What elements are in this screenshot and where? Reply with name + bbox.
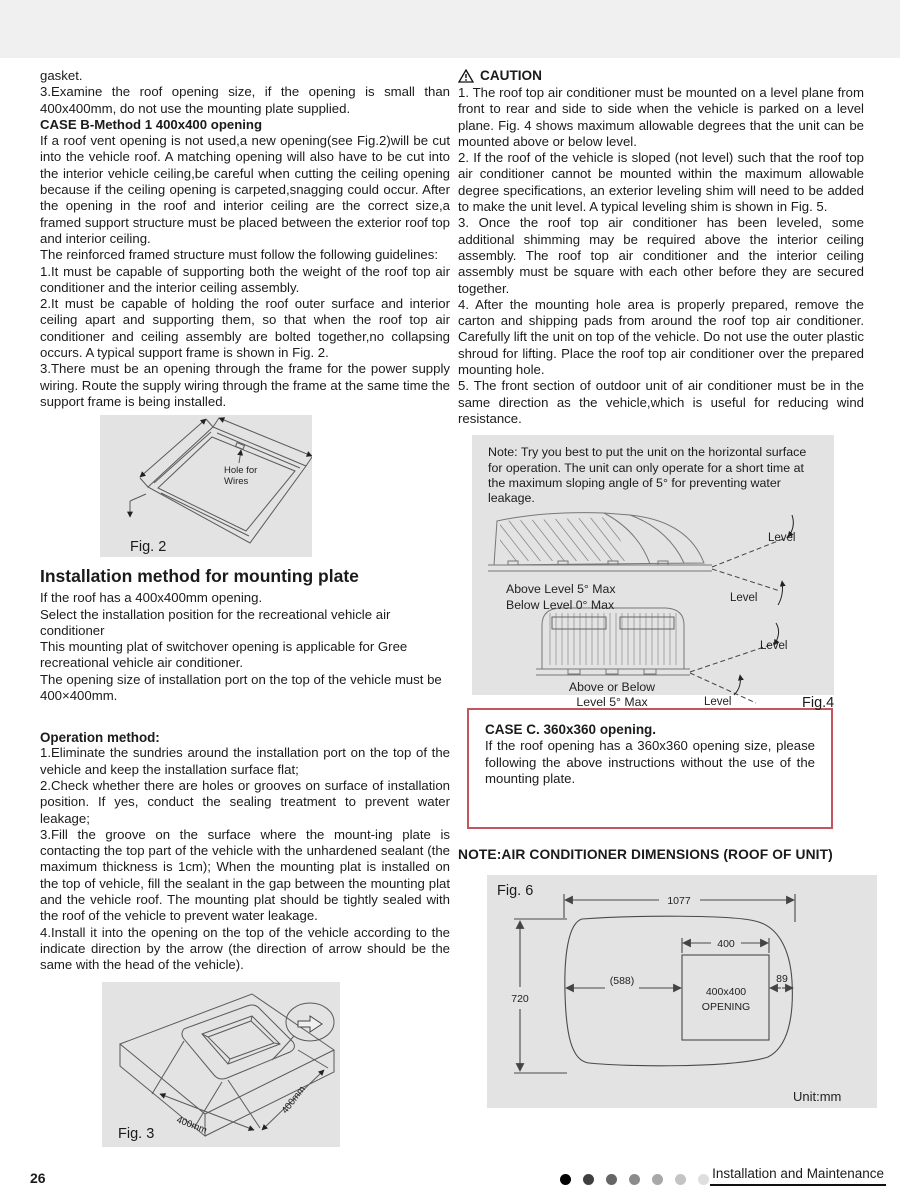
install-para-4: The opening size of installation port on the top of the vehicle must be 400×400mm. (40, 671, 442, 704)
footer-section-title: Installation and Maintenance (710, 1166, 886, 1186)
figure-4-drawing (472, 507, 834, 711)
fig6-dim-720: 720 (511, 993, 529, 1006)
figure-3 (102, 982, 340, 1147)
caution-item-3: 3. Once the roof top air conditioner has been leveled, some additional shimming may be required above the interior ceiling assembly. The roof top air conditioner and the interior ceiling assembly must be square with each other before they are secured together. (458, 215, 864, 296)
fig6-unit-label: Unit:mm (793, 1089, 842, 1105)
fig4-above-level-label: Above Level 5° Max (506, 581, 616, 596)
caution-heading-label: CAUTION (480, 68, 542, 83)
fig6-opening-label-2: OPENING (701, 1001, 751, 1014)
fig6-opening-label-1: 400x400 (705, 986, 747, 999)
right-column (458, 68, 864, 1108)
footer-dot (652, 1174, 663, 1185)
paragraph-gasket: gasket. (40, 68, 83, 83)
case-c-heading: CASE C. 360x360 opening. (485, 722, 657, 738)
operation-item-3: 3.Fill the groove on the surface where the mount-ing plate is contacting the top part of the vehicle with the unhardened sealant (the maximum thickness is 1cm); When the mounting plat is installed on the top of vehicle, fill the sealant in the gap between the mounting plat and the vehicle roof. The mounting plat should be tightly sealed with the roof of the vehicle to prevent water leakage. (40, 826, 450, 924)
case-c-body: If the roof opening has a 360x360 opening size, please following the above instructions without the use of the mounting plate. (485, 738, 815, 786)
footer-progress-dots (560, 1174, 709, 1185)
case-b-body: If a roof vent opening is not used,a new opening(see Fig.2)will be cut into the vehicle roof. A matching opening will also have to be cut into the interior vehicle ceiling,be careful when cutting the ceiling opening because if the ceiling opening is carpeted,snagging could occur. After the opening in the roof and interior ceiling are the correct size,a framed support structure must be placed between the exterior roof top and interior ceiling. (40, 133, 450, 246)
operation-method-heading: Operation method: (40, 730, 160, 746)
fig4-note: Note: Try you best to put the unit on the horizontal surface for operation. The unit can only operate for a short time at the maximum sloping angle of 5° for preventing water leakage. (488, 445, 807, 506)
installation-method-heading: Installation method for mounting plate (40, 566, 359, 587)
install-para-3: This mounting plat of switchover opening is applicable for Gree recreational vehicle air conditioner. (40, 639, 408, 671)
operation-item-1: 1.Eliminate the sundries around the installation port on the top of the vehicle and keep the installation surface flat; (40, 745, 450, 777)
footer-dot (629, 1174, 640, 1185)
paragraph-examine: 3.Examine the roof opening size, if the opening is small than 400x400mm, do not use the mounting plate supplied. (40, 84, 450, 116)
fig4-level-label-1: Level (768, 531, 796, 544)
fig4-level-label-2: Level (730, 591, 758, 604)
operation-item-4: 4.Install it into the opening on the top of the vehicle according to the indicate direction by the arrow (the direction of arrow should be the same with the head of the vehicle). (40, 924, 450, 973)
footer-dot (675, 1174, 686, 1185)
fig3-dim-400mm-1: 400mm (174, 1115, 209, 1137)
fig6-dim-588: (588) (609, 975, 635, 988)
caution-item-1: 1. The roof top air conditioner must be mounted on a level plane from front to rear and side to side when the vehicle is parked on a level plane. Fig. 4 shows maximum allowable degrees that the unit can be mounted above or below level. (458, 85, 864, 149)
warning-triangle-icon (458, 69, 474, 83)
figure-2 (100, 415, 312, 557)
figure-6-drawing (487, 875, 877, 1108)
guideline-1: 1.It must be capable of supporting both the weight of the roof top air conditioner and the interior ceiling assembly. (40, 263, 450, 295)
fig6-dim-1077: 1077 (667, 895, 691, 908)
roof-outline (565, 916, 793, 1066)
guidelines-intro: The reinforced framed structure must follow the following guidelines: (40, 247, 439, 263)
fig2-hole-label-line2: Wires (224, 476, 249, 488)
fig3-dim-400mm-2: 400mm (279, 1084, 308, 1117)
case-c-box (467, 708, 833, 829)
fig6-dim-400: 400 (717, 938, 735, 951)
left-column (40, 68, 450, 1147)
figure-2-drawing (100, 415, 312, 557)
footer-dot (606, 1174, 617, 1185)
footer-dot (698, 1174, 709, 1185)
fig2-hole-label-line1: Hole for (224, 465, 258, 477)
footer-dot (583, 1174, 594, 1185)
fig6-caption: Fig. 6 (497, 883, 534, 900)
caution-item-4: 4. After the mounting hole area is properly prepared, remove the carton and shipping pads from around the roof top air conditioner. Carefully lift the unit on top of the vehicle. Do not use the outer plastic shroud for lifting. Place the roof top air conditioner over the prepared mounting hole. (458, 296, 864, 378)
fig4-level5max-label: Level 5° Max (576, 694, 648, 709)
caution-item-2: 2. If the roof of the vehicle is sloped (not level) such that the roof top air conditioner cannot be mounted within the maximum allowable degree specifications, an exterior leveling shim will need to be added to make the unit level. A typical leveling shim is shown in Fig. 5. (458, 150, 864, 215)
fig4-below-level-label: Below Level 0° Max (506, 597, 615, 612)
guideline-3: 3.There must be an opening through the frame for the power supply wiring. Route the supply wiring through the frame at the same time the support frame is being installed. (40, 361, 450, 409)
fig2-caption: Fig. 2 (130, 539, 167, 556)
caution-header (458, 68, 864, 83)
caution-item-5: 5. The front section of outdoor unit of air conditioner must be in the same direction as the vehicle,which is useful for reducing wind resistance. (458, 378, 864, 426)
fig6-dim-89: 89 (776, 973, 788, 986)
case-b-heading: CASE B-Method 1 400x400 opening (40, 116, 263, 132)
figure-4 (472, 435, 834, 711)
fig3-caption: Fig. 3 (118, 1126, 155, 1143)
fig4-caption: Fig.4 (802, 694, 834, 711)
figure-6 (487, 875, 877, 1108)
guideline-2: 2.It must be capable of holding the roof outer surface and interior ceiling apart and supporting them, so that when the roof top air conditioner and ceiling assembly are bolted together,no collapsing occurs. A typical support frame is shown in Fig. 2. (40, 296, 450, 361)
page-number: 26 (30, 1170, 46, 1186)
fig4-above-or-below-label: Above or Below (568, 679, 656, 694)
figure-3-drawing (102, 982, 340, 1147)
dimensions-note-heading: NOTE:AIR CONDITIONER DIMENSIONS (ROOF OF UNIT) (458, 847, 833, 863)
fig4-level-label-4: Level (704, 695, 732, 708)
footer-dot (560, 1174, 571, 1185)
page-top-band (0, 0, 900, 58)
install-para-1: If the roof has a 400x400mm opening. (40, 590, 263, 606)
operation-item-2: 2.Check whether there are holes or grooves on surface of installation position. If yes, conduct the sealing treatment to prevent water leakage; (40, 777, 450, 826)
fig4-level-label-3: Level (760, 639, 788, 652)
install-para-2: Select the installation position for the recreational vehicle air conditioner (40, 606, 391, 638)
